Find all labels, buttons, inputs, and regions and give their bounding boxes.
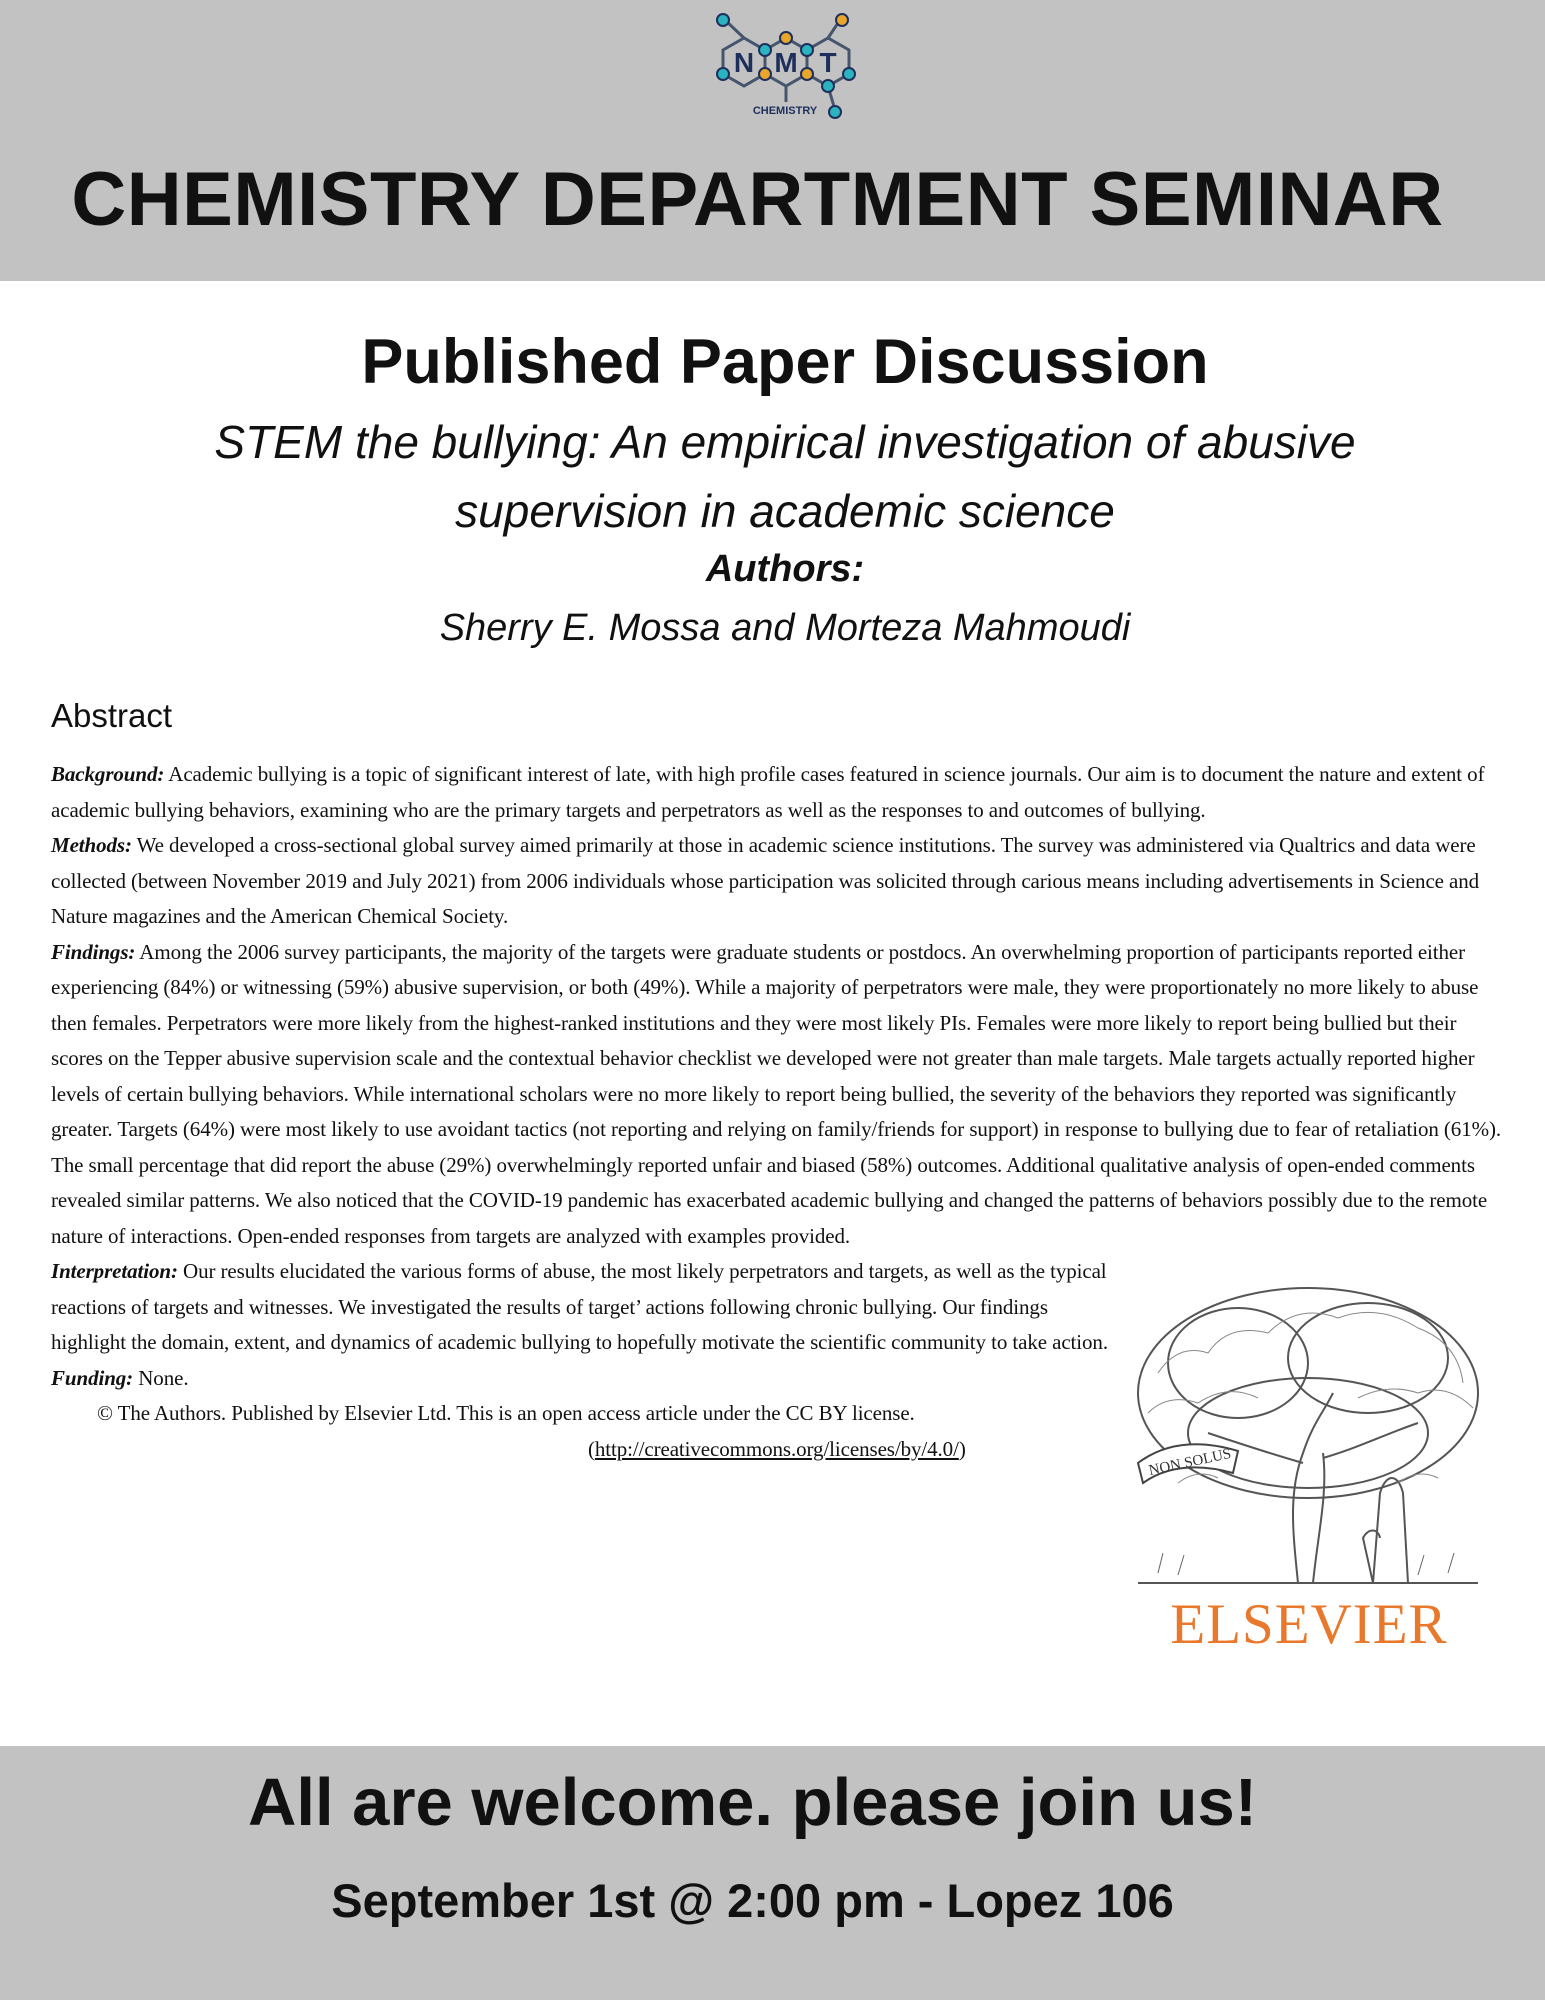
logo-motto: NON SOLUS <box>1147 1445 1233 1480</box>
abstract-methods <box>51 828 1506 935</box>
logo-letter-m: M <box>774 47 798 78</box>
elsevier-logo <box>1118 1283 1498 1663</box>
background-label: Background: <box>51 762 165 786</box>
logo-letter-t: T <box>819 47 837 78</box>
copyright-notice: © The Authors. Published by Elsevier Ltd. This is an open access article under the CC BY license. <box>97 1401 915 1425</box>
abstract-label: Abstract <box>51 697 173 734</box>
paper-heading: Published Paper Discussion <box>361 327 1209 397</box>
elsevier-tree-icon <box>1118 1283 1498 1593</box>
page-title: CHEMISTRY DEPARTMENT SEMINAR <box>71 157 1444 242</box>
logo-letter-n: N <box>733 47 755 78</box>
authors-names: Sherry E. Mossa and Morteza Mahmoudi <box>439 607 1131 649</box>
findings-label: Findings: <box>51 939 136 964</box>
background-text: Academic bullying is a topic of significant interest of late, with high profile cases featured in science journals. Our aim is to document the nature and extent of academic bullying behaviors, examining who are the primary targets and perpetrators as well as the responses to and outcomes of bullying. <box>51 762 1485 822</box>
findings-text: Among the 2006 survey participants, the majority of the targets were graduate students or postdocs. An overwhelming proportion of participants reported either experiencing (84%) or witnessing (59%) abusive supervision, or both (49%). While a majority of perpetrators were male, they were proportionately no more likely to abuse then females. Perpetrators were more likely from the highest-ranked institutions and they were most likely PIs. Females were more likely to report being bullied but their scores on the Tepper abusive supervision scale and the contextual behavior checklist we developed were not greater than male targets. Male targets actually reported higher levels of certain bullying behaviors. While international scholars were no more likely to report being bullied, the severity of the behaviors they reported was significantly greater. Targets (64%) were most likely to use avoidant tactics (not reporting and relying on family/friends for support) in response to bullying due to fear of retaliation (61%). The small percentage that did report the abuse (29%) overwhelmingly reported unfair and biased (58%) outcomes. Additional qualitative analysis of open-ended comments revealed similar patterns. We also noticed that the COVID-19 pandemic has exacerbated academic bullying and changed the patterns of behaviors possibly due to the remote nature of interactions. Open-ended responses from targets are analyzed with examples provided. <box>51 939 1502 1248</box>
abstract-findings <box>51 935 1506 1255</box>
methods-text: We developed a cross-sectional global survey aimed primarily at those in academic science institutions. The survey was administered via Qualtrics and data were collected (between November 2019 and July 2021) from 2006 individuals whose participation was solicited through carious means including advertisements in Science and Nature magazines and the American Chemical Society. <box>51 833 1480 928</box>
methods-label: Methods: <box>51 833 132 857</box>
welcome-message: All are welcome. please join us! <box>247 1765 1258 1840</box>
event-details: September 1st @ 2:00 pm - Lopez 106 <box>331 1874 1174 1927</box>
nmt-chemistry-logo <box>695 12 875 130</box>
header-banner <box>0 0 1545 281</box>
abstract-background <box>51 757 1506 828</box>
paper-title: STEM the bullying: An empirical investigation of abusive supervision in academic science <box>214 416 1356 537</box>
logo-subtitle: CHEMISTRY <box>752 105 818 117</box>
interpretation-label: Interpretation: <box>51 1259 178 1283</box>
license-close: ) <box>958 1436 966 1461</box>
funding-text: None. <box>133 1365 189 1390</box>
authors-label: Authors: <box>705 548 865 590</box>
interpretation-text: Our results elucidated the various forms of abuse, the most likely perpetrators and targets, as well as the typical reactions of targets and witnesses. We investigated the results of target’ actions following chronic bullying. Our findings highlight the domain, extent, and dynamics of academic bullying to hopefully motivate the scientific community to take action. <box>51 1259 1108 1354</box>
license-link[interactable]: http://creativecommons.org/licenses/by/4.0/ <box>594 1436 959 1461</box>
license-open: ( <box>588 1436 595 1461</box>
elsevier-wordmark: ELSEVIER <box>1170 1593 1448 1656</box>
funding-label: Funding: <box>51 1365 134 1390</box>
